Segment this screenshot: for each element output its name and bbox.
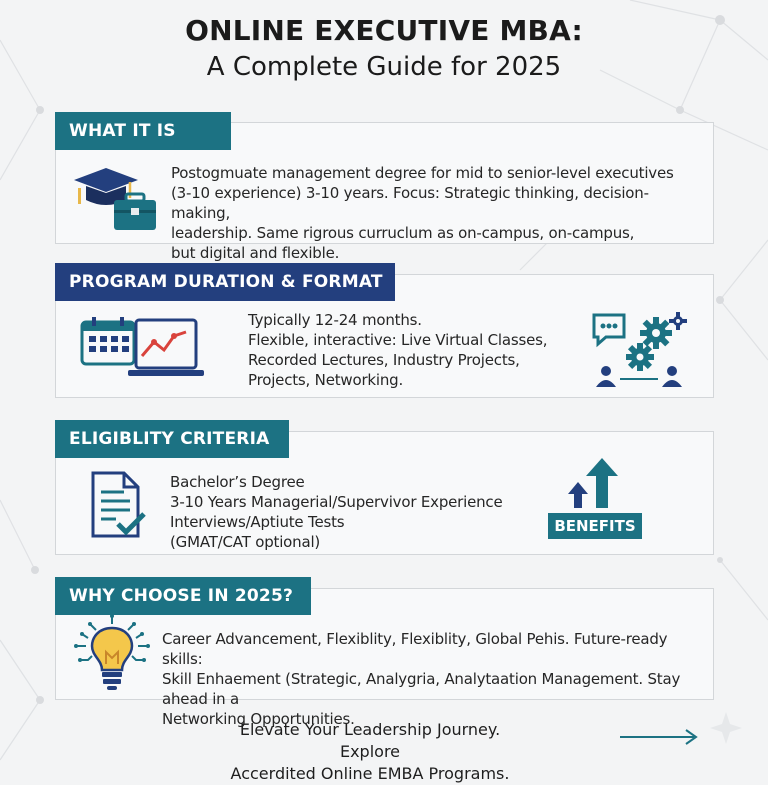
footer-line-2: Accerdited Online EMBA Programs. xyxy=(230,764,510,783)
text-line: Career Advancement, Flexiblity, Flexiblity, Global Pehis. Future-ready skills: xyxy=(162,630,668,668)
footer-line-1: Elevate Your Leadership Journey. Explore xyxy=(239,720,501,761)
section-text-what-it-is xyxy=(171,163,701,263)
text-line: 3-10 Years Managerial/Supervivor Experience xyxy=(170,493,503,511)
lightbulb-circuit-icon xyxy=(72,614,152,694)
graduation-cap-briefcase-icon xyxy=(70,162,162,234)
page-subtitle: A Complete Guide for 2025 xyxy=(206,52,562,82)
section-heading-eligibility: ELIGIBLITY CRITERIA xyxy=(55,420,289,458)
chat-gears-people-icon xyxy=(590,309,690,389)
benefits-badge: BENEFITS xyxy=(548,513,642,539)
text-line: Projects, Networking. xyxy=(248,371,404,389)
section-text-why-choose xyxy=(162,629,707,729)
text-line: Recorded Lectures, Industry Projects, xyxy=(248,351,520,369)
text-line: (3-10 experience) 3-10 years. Focus: Strategic thinking, decision-making, xyxy=(171,184,649,222)
arrows-up-icon xyxy=(568,458,620,510)
text-line: (GMAT/CAT optional) xyxy=(170,533,321,551)
text-line: but digital and flexible. xyxy=(171,244,340,262)
text-line: Interviews/Aptiute Tests xyxy=(170,513,345,531)
right-arrow-icon[interactable] xyxy=(618,728,700,746)
section-text-eligibility xyxy=(170,472,530,552)
page-title: ONLINE EXECUTIVE MBA: xyxy=(185,14,583,47)
section-text-program-duration xyxy=(248,310,568,390)
footer-call-to-action xyxy=(210,719,530,785)
calendar-laptop-chart-icon xyxy=(78,316,206,380)
text-line: Bachelor’s Degree xyxy=(170,473,305,491)
text-line: Typically 12-24 months. xyxy=(248,311,422,329)
text-line: leadership. Same rigrous curruclum as on-campus, on-campus, xyxy=(171,224,635,242)
section-heading-what-it-is: WHAT IT IS xyxy=(55,112,231,150)
text-line: Flexible, interactive: Live Virtual Classes, xyxy=(248,331,548,349)
text-line: Postogmuate management degree for mid to senior-level executives xyxy=(171,164,674,182)
document-checkmark-icon xyxy=(90,470,148,540)
text-line: Skill Enhaement (Strategic, Analygria, Analytaation Management. Stay ahead in a xyxy=(162,670,681,708)
section-heading-why-choose: WHY CHOOSE IN 2025? xyxy=(55,577,311,615)
section-heading-program-duration: PROGRAM DURATION & FORMAT xyxy=(55,263,395,301)
text-line: Networking Opportunities. xyxy=(162,710,355,728)
